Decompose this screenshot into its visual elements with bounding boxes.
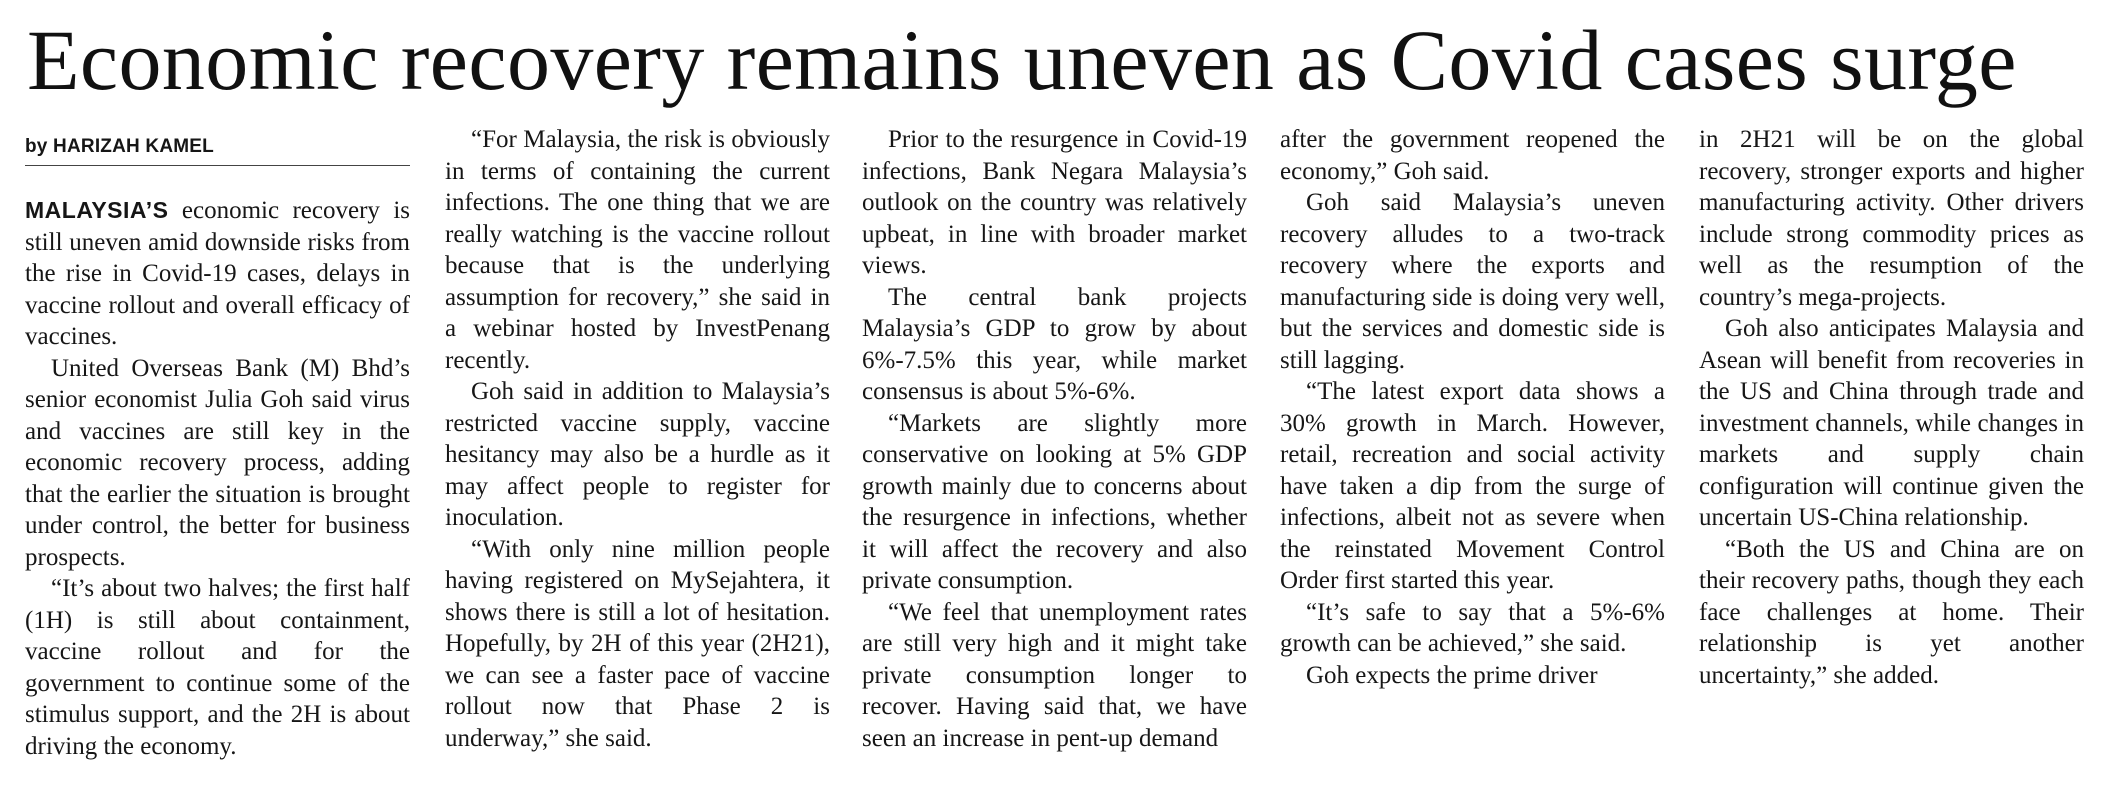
paragraph: Prior to the resurgence in Covid-19 infections, Bank Negara Malaysia’s outlook on the country was relatively upbeat, in line with broader market views.	[862, 126, 1247, 279]
article-column-2	[445, 124, 830, 764]
paragraph: Goh also anticipates Malaysia and Asean will benefit from recoveries in the US and China through trade and investment channels, while changes in markets and supply chain configuration will continue given the uncertain US-China relationship.	[1699, 315, 2084, 531]
article-column-4	[1280, 124, 1665, 764]
article-column-3	[862, 124, 1247, 764]
paragraph: “The latest export data shows a 30% growth in March. However, retail, recreation and social activity have taken a dip from the surge of infections, albeit not as severe when the reinstated Movement Control Order first started this year.	[1280, 378, 1665, 594]
paragraph-text: economic recovery is still uneven amid downside risks from the rise in Covid-19 cases, delays in vaccine rollout and overall efficacy of vaccines.	[25, 197, 411, 350]
paragraph: Goh expects the prime driver	[1306, 661, 1598, 689]
paragraph: Goh said in addition to Malaysia’s restricted vaccine supply, vaccine hesitancy may also be a hurdle as it may affect people to register for inoculation.	[445, 378, 830, 531]
lead-word: MALAYSIA’S	[25, 197, 169, 223]
article-column-1	[25, 124, 410, 764]
paragraph: “It’s safe to say that a 5%-6% growth can be achieved,” she said.	[1280, 598, 1665, 657]
paragraph: “With only nine million people having registered on MySejahtera, it shows there is still a lot of hesitation. Hopefully, by 2H of this year (2H21), we can see a faster pace of vaccine rollout now that Phase 2 is underway,” she said.	[445, 535, 830, 752]
paragraph: United Overseas Bank (M) Bhd’s senior economist Julia Goh said virus and vaccines are still key in the economic recovery process, adding that the earlier the situation is brought under control, the better for business prospects.	[25, 354, 410, 571]
paragraph: “For Malaysia, the risk is obviously in terms of containing the current infections. The one thing that we are really watching is the vaccine rollout because that is the underlying assumption for recovery,” she said in a webinar hosted by InvestPenang recently.	[445, 126, 830, 374]
paragraph: after the government reopened the economy,” Goh said.	[1280, 126, 1665, 185]
paragraph: The central bank projects Malaysia’s GDP to grow by about 6%-7.5% this year, while market consensus is about 5%-6%.	[862, 283, 1247, 405]
paragraph	[25, 195, 410, 353]
paragraph: “Both the US and China are on their recovery paths, though they each face challenges at home. Their relationship is yet another uncertainty,” she added.	[1699, 535, 2084, 689]
byline: by HARIZAH KAMEL	[25, 124, 410, 166]
article-column-5	[1699, 124, 2084, 764]
headline: Economic recovery remains uneven as Covid cases surge	[27, 12, 2017, 108]
paragraph: “It’s about two halves; the first half (1H) is still about containment, vaccine rollout and for the government to continue some of the stimulus support, and the 2H is about driving the economy.	[25, 575, 410, 760]
paragraph: Goh said Malaysia’s uneven recovery alludes to a two-track recovery where the exports and manufacturing side is doing very well, but the services and domestic side is still lagging.	[1280, 189, 1665, 374]
paragraph: “We feel that unemployment rates are still very high and it might take private consumption longer to recover. Having said that, we have seen an increase in pent-up demand	[862, 598, 1247, 752]
paragraph: in 2H21 will be on the global recovery, stronger exports and higher manufacturing activity. Other drivers include strong commodity prices as well as the resumption of the country’s mega-projects.	[1699, 126, 2084, 311]
paragraph: “Markets are slightly more conservative on looking at 5% GDP growth mainly due to concerns about the resurgence in infections, whether it will affect the recovery and also private consumption.	[862, 409, 1247, 594]
